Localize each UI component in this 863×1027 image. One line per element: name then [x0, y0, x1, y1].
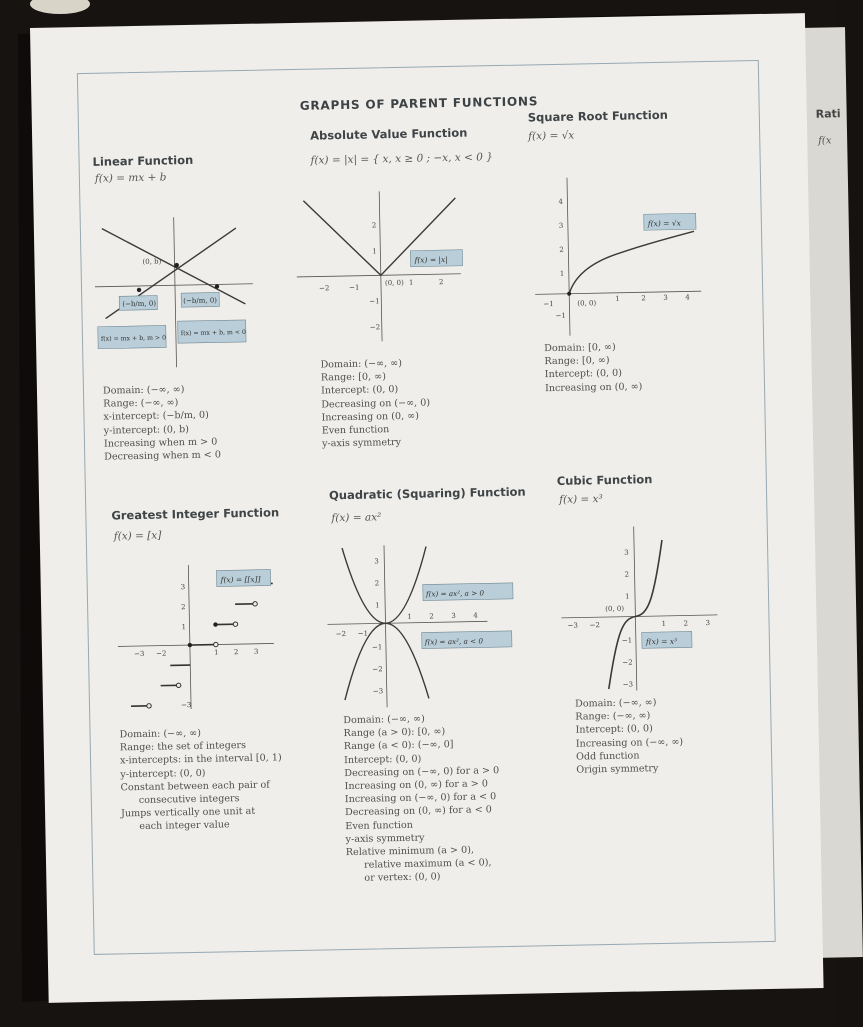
step-segments [129, 583, 275, 706]
x-tick: 3 [663, 293, 668, 302]
intercept-label: (0, b) [142, 257, 162, 266]
y-tick: −3 [372, 687, 384, 696]
property-line: Range (a < 0): (−∞, 0] [343, 739, 454, 753]
property-line: Increasing on (−∞, ∞) [575, 736, 684, 750]
y-axis [174, 217, 177, 367]
linear-function-equation: f(x) = mx + b [94, 171, 167, 185]
property-line: consecutive integers [138, 793, 240, 807]
property-line: Decreasing on (0, ∞) for a < 0 [345, 804, 492, 819]
y-axis [379, 191, 382, 341]
y-tick: 2 [374, 579, 380, 588]
square-root-title: Square Root Function [527, 107, 669, 125]
x-tick: −2 [318, 284, 330, 293]
property-line: Domain: [0, ∞) [544, 341, 616, 355]
greatest-integer-title: Greatest Integer Function [111, 505, 280, 523]
y-tick: 2 [371, 221, 377, 230]
x-tick: 4 [473, 611, 478, 620]
x-intercept-point-left [137, 288, 141, 292]
y-axis [634, 527, 637, 691]
property-line: Domain: (−∞, ∞) [102, 384, 185, 397]
property-line: Range: [0, ∞) [320, 371, 386, 384]
y-tick: 2 [181, 603, 186, 612]
property-line: Intercept: (0, 0) [344, 753, 422, 766]
x-tick: −1 [543, 299, 554, 309]
property-line: Intercept: (0, 0) [320, 384, 399, 397]
property-line: Constant between each pair of [120, 779, 270, 794]
property-line: each integer value [139, 819, 230, 833]
x-tick: 3 [451, 611, 456, 621]
property-line: Odd function [575, 750, 640, 763]
label-positive-slope: f(x) = mx + b, m > 0 [100, 334, 167, 343]
absolute-value-title: Absolute Value Function [309, 125, 468, 143]
y-tick: −3 [180, 701, 192, 710]
property-line: or vertex: (0, 0) [364, 871, 441, 885]
linear-function-graph [94, 216, 257, 369]
curve-label: f(x) = [[x]] [220, 574, 261, 585]
origin-label: (0, 0) [384, 278, 404, 288]
property-line: y-intercept: (0, 0) [120, 767, 206, 781]
curve-label: f(x) = x³ [645, 636, 678, 647]
x-tick: −2 [155, 649, 167, 658]
x-tick: 3 [253, 647, 259, 656]
property-line: y-intercept: (0, b) [103, 423, 190, 437]
open-point [233, 622, 237, 626]
cubic-equation: f(x) = x³ [559, 493, 603, 506]
label-up: f(x) = ax², a > 0 [425, 588, 485, 599]
x-int-label-right: (−b/m, 0) [183, 296, 218, 306]
x-tick: 1 [213, 648, 219, 657]
property-line: y-axis symmetry [321, 437, 402, 450]
x-tick: 3 [705, 619, 711, 628]
cubic-properties [575, 696, 684, 777]
x-tick: 2 [683, 619, 689, 628]
property-line: Domain: (−∞, ∞) [343, 713, 425, 727]
property-line: Decreasing on (−∞, 0) [321, 396, 431, 411]
property-line: x-intercepts: in the interval [0, 1) [119, 752, 282, 767]
x-int-label-left: (−b/m, 0) [122, 299, 157, 309]
next-page-title: Rati [815, 107, 841, 121]
origin-label: (0, 0) [605, 604, 625, 614]
y-tick: 3 [374, 557, 379, 566]
x-tick: 4 [685, 293, 690, 302]
property-line: Range: the set of integers [119, 740, 247, 754]
property-line: Range (a > 0): [0, ∞) [343, 726, 446, 740]
quadratic-equation: f(x) = ax² [331, 511, 382, 525]
cubic-title: Cubic Function [556, 472, 653, 488]
line-negative-slope [102, 226, 245, 307]
y-tick: 1 [624, 592, 630, 601]
x-tick: −3 [133, 649, 145, 659]
property-line: Intercept: (0, 0) [544, 368, 623, 381]
property-line: Relative minimum (a > 0), [345, 844, 475, 859]
y-tick: 4 [558, 197, 563, 206]
x-axis [328, 621, 488, 624]
x-tick: 1 [615, 294, 620, 303]
x-tick: 1 [407, 612, 412, 621]
property-line: Domain: (−∞, ∞) [320, 357, 403, 371]
property-line: Jumps vertically one unit at [121, 806, 256, 820]
property-line: Even function [345, 819, 413, 832]
y-tick: −1 [555, 311, 567, 320]
y-tick: 1 [559, 269, 565, 278]
reference-page [30, 13, 824, 1003]
greatest-integer-equation: f(x) = [x] [113, 529, 162, 543]
absolute-value-equation: f(x) = |x| = { x, x ≥ 0 ; −x, x < 0 } [310, 151, 494, 167]
property-line: Increasing on (0, ∞) for a > 0 [344, 778, 489, 793]
property-line: Origin symmetry [576, 763, 659, 776]
square-root-graph [533, 165, 706, 336]
linear-properties [103, 382, 221, 463]
x-tick: 1 [661, 619, 667, 628]
y-axis [567, 178, 570, 336]
y-tick: −2 [622, 658, 633, 667]
x-axis [95, 284, 253, 287]
closed-point [213, 622, 217, 626]
sqrt-curve [568, 231, 695, 293]
x-tick: −3 [567, 621, 578, 630]
y-tick: −1 [621, 636, 633, 645]
greatest-integer-graph [116, 557, 279, 710]
quadratic-graph [326, 537, 519, 709]
property-line: Increasing on (−∞, 0) for a < 0 [344, 791, 497, 806]
origin-label: (0, 0) [577, 299, 597, 308]
y-axis [188, 565, 191, 709]
greatest-integer-properties [119, 725, 283, 834]
linear-function-title: Linear Function [92, 152, 194, 169]
y-tick: 1 [372, 247, 377, 256]
x-tick: −2 [335, 630, 347, 639]
x-tick: −1 [357, 629, 369, 638]
x-tick: 1 [408, 278, 414, 287]
y-axis [384, 545, 387, 707]
cubic-graph [560, 519, 723, 692]
property-line: Intercept: (0, 0) [575, 723, 653, 737]
y-tick: 3 [624, 548, 629, 557]
label-negative-slope: f(x) = mx + b, m < 0 [180, 328, 246, 338]
property-line: Increasing on (0, ∞) [321, 410, 419, 424]
absolute-value-properties [320, 356, 431, 450]
property-line: Range: (−∞, ∞) [103, 397, 179, 410]
curve-label: f(x) = √x [647, 218, 681, 229]
property-line: Domain: (−∞, ∞) [574, 697, 657, 710]
y-tick: −1 [369, 297, 380, 306]
start-point [567, 292, 571, 296]
property-line: Decreasing on (−∞, 0) for a > 0 [344, 764, 500, 779]
square-root-equation: f(x) = √x [528, 129, 575, 143]
quadratic-properties [343, 711, 501, 886]
open-point [147, 704, 151, 708]
page-title: GRAPHS OF PARENT FUNCTIONS [299, 94, 539, 113]
open-point [176, 683, 180, 687]
absolute-value-graph [295, 182, 468, 343]
x-tick: −2 [589, 621, 600, 630]
closed-point [188, 643, 192, 647]
label-down: f(x) = ax², a < 0 [424, 636, 484, 647]
next-page-equation: f(x [818, 135, 832, 147]
x-tick: 2 [641, 294, 646, 303]
property-line: Range: [0, ∞) [544, 355, 610, 368]
property-line: y-axis symmetry [345, 832, 425, 845]
property-line: Even function [321, 424, 390, 437]
y-tick: 1 [375, 601, 380, 610]
y-tick: 2 [559, 245, 564, 254]
property-line: Domain: (−∞, ∞) [119, 727, 202, 741]
property-line: Range: (−∞, ∞) [575, 710, 651, 723]
open-point [253, 602, 257, 606]
square-root-properties [544, 340, 642, 395]
curve-label: f(x) = |x| [414, 255, 448, 265]
y-tick: −2 [372, 665, 383, 674]
x-tick: 2 [233, 648, 239, 657]
y-tick: −3 [622, 680, 634, 689]
y-tick: 2 [624, 570, 630, 579]
y-tick: 3 [558, 221, 564, 230]
property-line: Decreasing when m < 0 [104, 449, 222, 463]
open-point [214, 642, 218, 646]
x-tick: −1 [348, 283, 360, 292]
property-line: Increasing on (0, ∞) [544, 380, 643, 394]
y-tick: −1 [371, 643, 383, 652]
property-line: relative maximum (a < 0), [364, 857, 492, 871]
y-tick: −2 [369, 323, 381, 332]
y-tick: 1 [181, 623, 187, 632]
property-line: x-intercept: (−b/m, 0) [103, 410, 209, 424]
x-tick: 2 [429, 612, 434, 621]
property-line: Increasing when m > 0 [103, 436, 218, 450]
x-tick: 2 [438, 278, 444, 287]
y-tick: 3 [180, 583, 186, 592]
quadratic-title: Quadratic (Squaring) Function [328, 484, 526, 503]
